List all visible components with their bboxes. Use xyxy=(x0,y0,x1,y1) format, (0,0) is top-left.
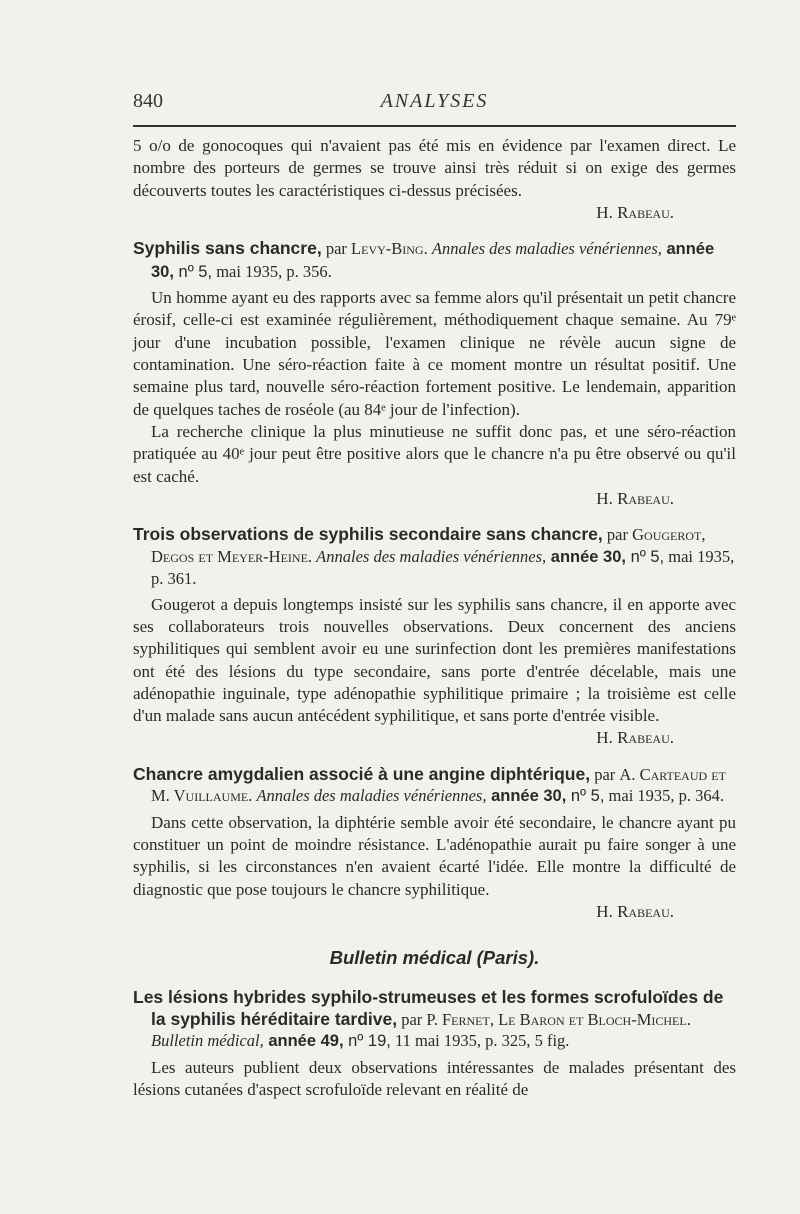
signature: H. Rabeau. xyxy=(596,488,674,508)
entry-paragraph: Dans cette observation, la diphtérie semble avoir été secondaire, le chancre ayant pu constituer un point de moindre résistance. L'adénopathie aurait pu faire songer à une syphilis, si les circonstances n'en avaient écarté l'idée. Elle montre la difficulté de diagnostic que pose toujours le chancre syphilitique. xyxy=(133,812,736,899)
running-title: ANALYSES xyxy=(380,90,489,112)
entry-heading: Syphilis sans chancre, par Levy-Bing. Annales des maladies vénériennes, année 30, nº 5, mai 1935, p. 356. xyxy=(133,238,715,281)
intro-signature-line xyxy=(133,202,736,224)
section-title: Bulletin médical (Paris). xyxy=(329,947,540,969)
entry-journal: Bulletin médical, xyxy=(151,1031,264,1051)
entry-authors: P. Fernet, Le Baron et Bloch-Michel xyxy=(426,1009,687,1029)
page-number: 840 xyxy=(133,90,163,112)
signature: H. Rabeau. xyxy=(596,901,674,921)
entry-title: Chancre amygdalien associé à une angine diphtérique, xyxy=(133,763,591,784)
entry-authors: A. Carteaud et M. Vuillaume xyxy=(151,764,726,806)
entry-authors: Levy-Bing xyxy=(351,239,424,259)
entry-signature-line xyxy=(133,901,736,923)
entry-paragraph: Gougerot a depuis longtemps insisté sur les syphilis sans chancre, il en apporte avec ses collaborateurs trois nouvelles observations. Deux concernent des anciens syphilitiques qui semblent avoir eu une surinfection dont les premières manifestations ont été des lésions du type secondaire, sans porte d'entrée décelable, mais une adénopathie inguinale, type adénopathie syphilitique primaire ; la troisième est celle d'un malade sans aucun antécédent syphilitique, et sans porte d'entrée visible. xyxy=(133,594,736,726)
entry-citation: mai 1935, p. 361. xyxy=(151,546,735,589)
page-body xyxy=(133,135,736,1101)
entry-title: Les lésions hybrides syphilo-strumeuses et les formes scrofuloïdes de la syphilis héréditaire tardive, xyxy=(133,987,724,1029)
abstract-entry xyxy=(133,238,736,510)
abstract-entry xyxy=(133,524,736,750)
entry-citation: 11 mai 1935, p. 325, 5 fig. xyxy=(390,1031,570,1051)
entry-paragraph: Les auteurs publient deux observations intéressantes de malades présentant des lésions cutanées d'aspect scrofuloïde relevant en réalité de xyxy=(133,1057,736,1100)
entry-title: Syphilis sans chancre, xyxy=(133,238,322,259)
entry-heading: Les lésions hybrides syphilo-strumeuses et les formes scrofuloïdes de la syphilis héréditaire tardive, par P. Fernet, Le Baron et Bloch-Michel. Bulletin médical, année 49, nº 19, 11 mai 1935, p. 325, 5 fig. xyxy=(133,987,724,1051)
entry-journal: Annales des maladies vénériennes, xyxy=(431,239,662,259)
entry-title: Trois observations de syphilis secondaire sans chancre, xyxy=(133,524,603,545)
entry-paragraph: La recherche clinique la plus minutieuse ne suffit donc pas, et une séro-réaction pratiquée au 40ᵉ jour peut être positive alors que le chancre n'a pu être observé ou qu'il est caché. xyxy=(133,421,736,486)
entry-citation: mai 1935, p. 364. xyxy=(604,786,725,806)
entry-heading: Chancre amygdalien associé à une angine diphtérique, par A. Carteaud et M. Vuillaume. Annales des maladies vénériennes, année 30, nº 5, mai 1935, p. 364. xyxy=(133,763,726,806)
entry-journal: Annales des maladies vénériennes, xyxy=(256,786,487,806)
entry-signature-line xyxy=(133,488,736,510)
header-rule xyxy=(133,125,736,127)
entry-authors: Gougerot, Degos et Meyer-Heine xyxy=(151,525,706,566)
entry-paragraph: Un homme ayant eu des rapports avec sa femme alors qu'il présentait un petit chancre érosif, celle-ci est examinée régulièrement, méthodiquement chaque semaine. Au 79ᵉ jour d'une incubation possible, l'examen clinique ne révèle aucun signe de contamination. Une séro-réaction faite à ce moment montre un résultat positif. Une semaine plus tard, nouvelle séro-réaction fortement positive. Le lendemain, apparition de quelques taches de roséole (au 84ᵉ jour de l'infection). xyxy=(133,288,736,419)
abstract-entry xyxy=(133,764,736,923)
page-header xyxy=(133,90,736,116)
entry-citation: mai 1935, p. 356. xyxy=(212,261,332,281)
entry-journal: Annales des maladies vénériennes, xyxy=(316,546,547,566)
signature: H. Rabeau. xyxy=(596,728,674,748)
abstract-entry xyxy=(133,987,736,1101)
intro-paragraph: 5 o/o de gonocoques qui n'avaient pas été mis en évidence par l'examen direct. Le nombre des porteurs de germes se trouve ainsi très réduit si on exige des germes découverts toutes les caractéristiques ci-dessus précisées. xyxy=(133,136,736,200)
entry-signature-line xyxy=(133,727,736,749)
signature: H. Rabeau. xyxy=(596,202,674,222)
entry-heading: Trois observations de syphilis secondaire sans chancre, par Gougerot, Degos et Meyer-Heine. Annales des maladies vénériennes, année 30, nº 5, mai 1935, p. 361. xyxy=(133,524,735,589)
